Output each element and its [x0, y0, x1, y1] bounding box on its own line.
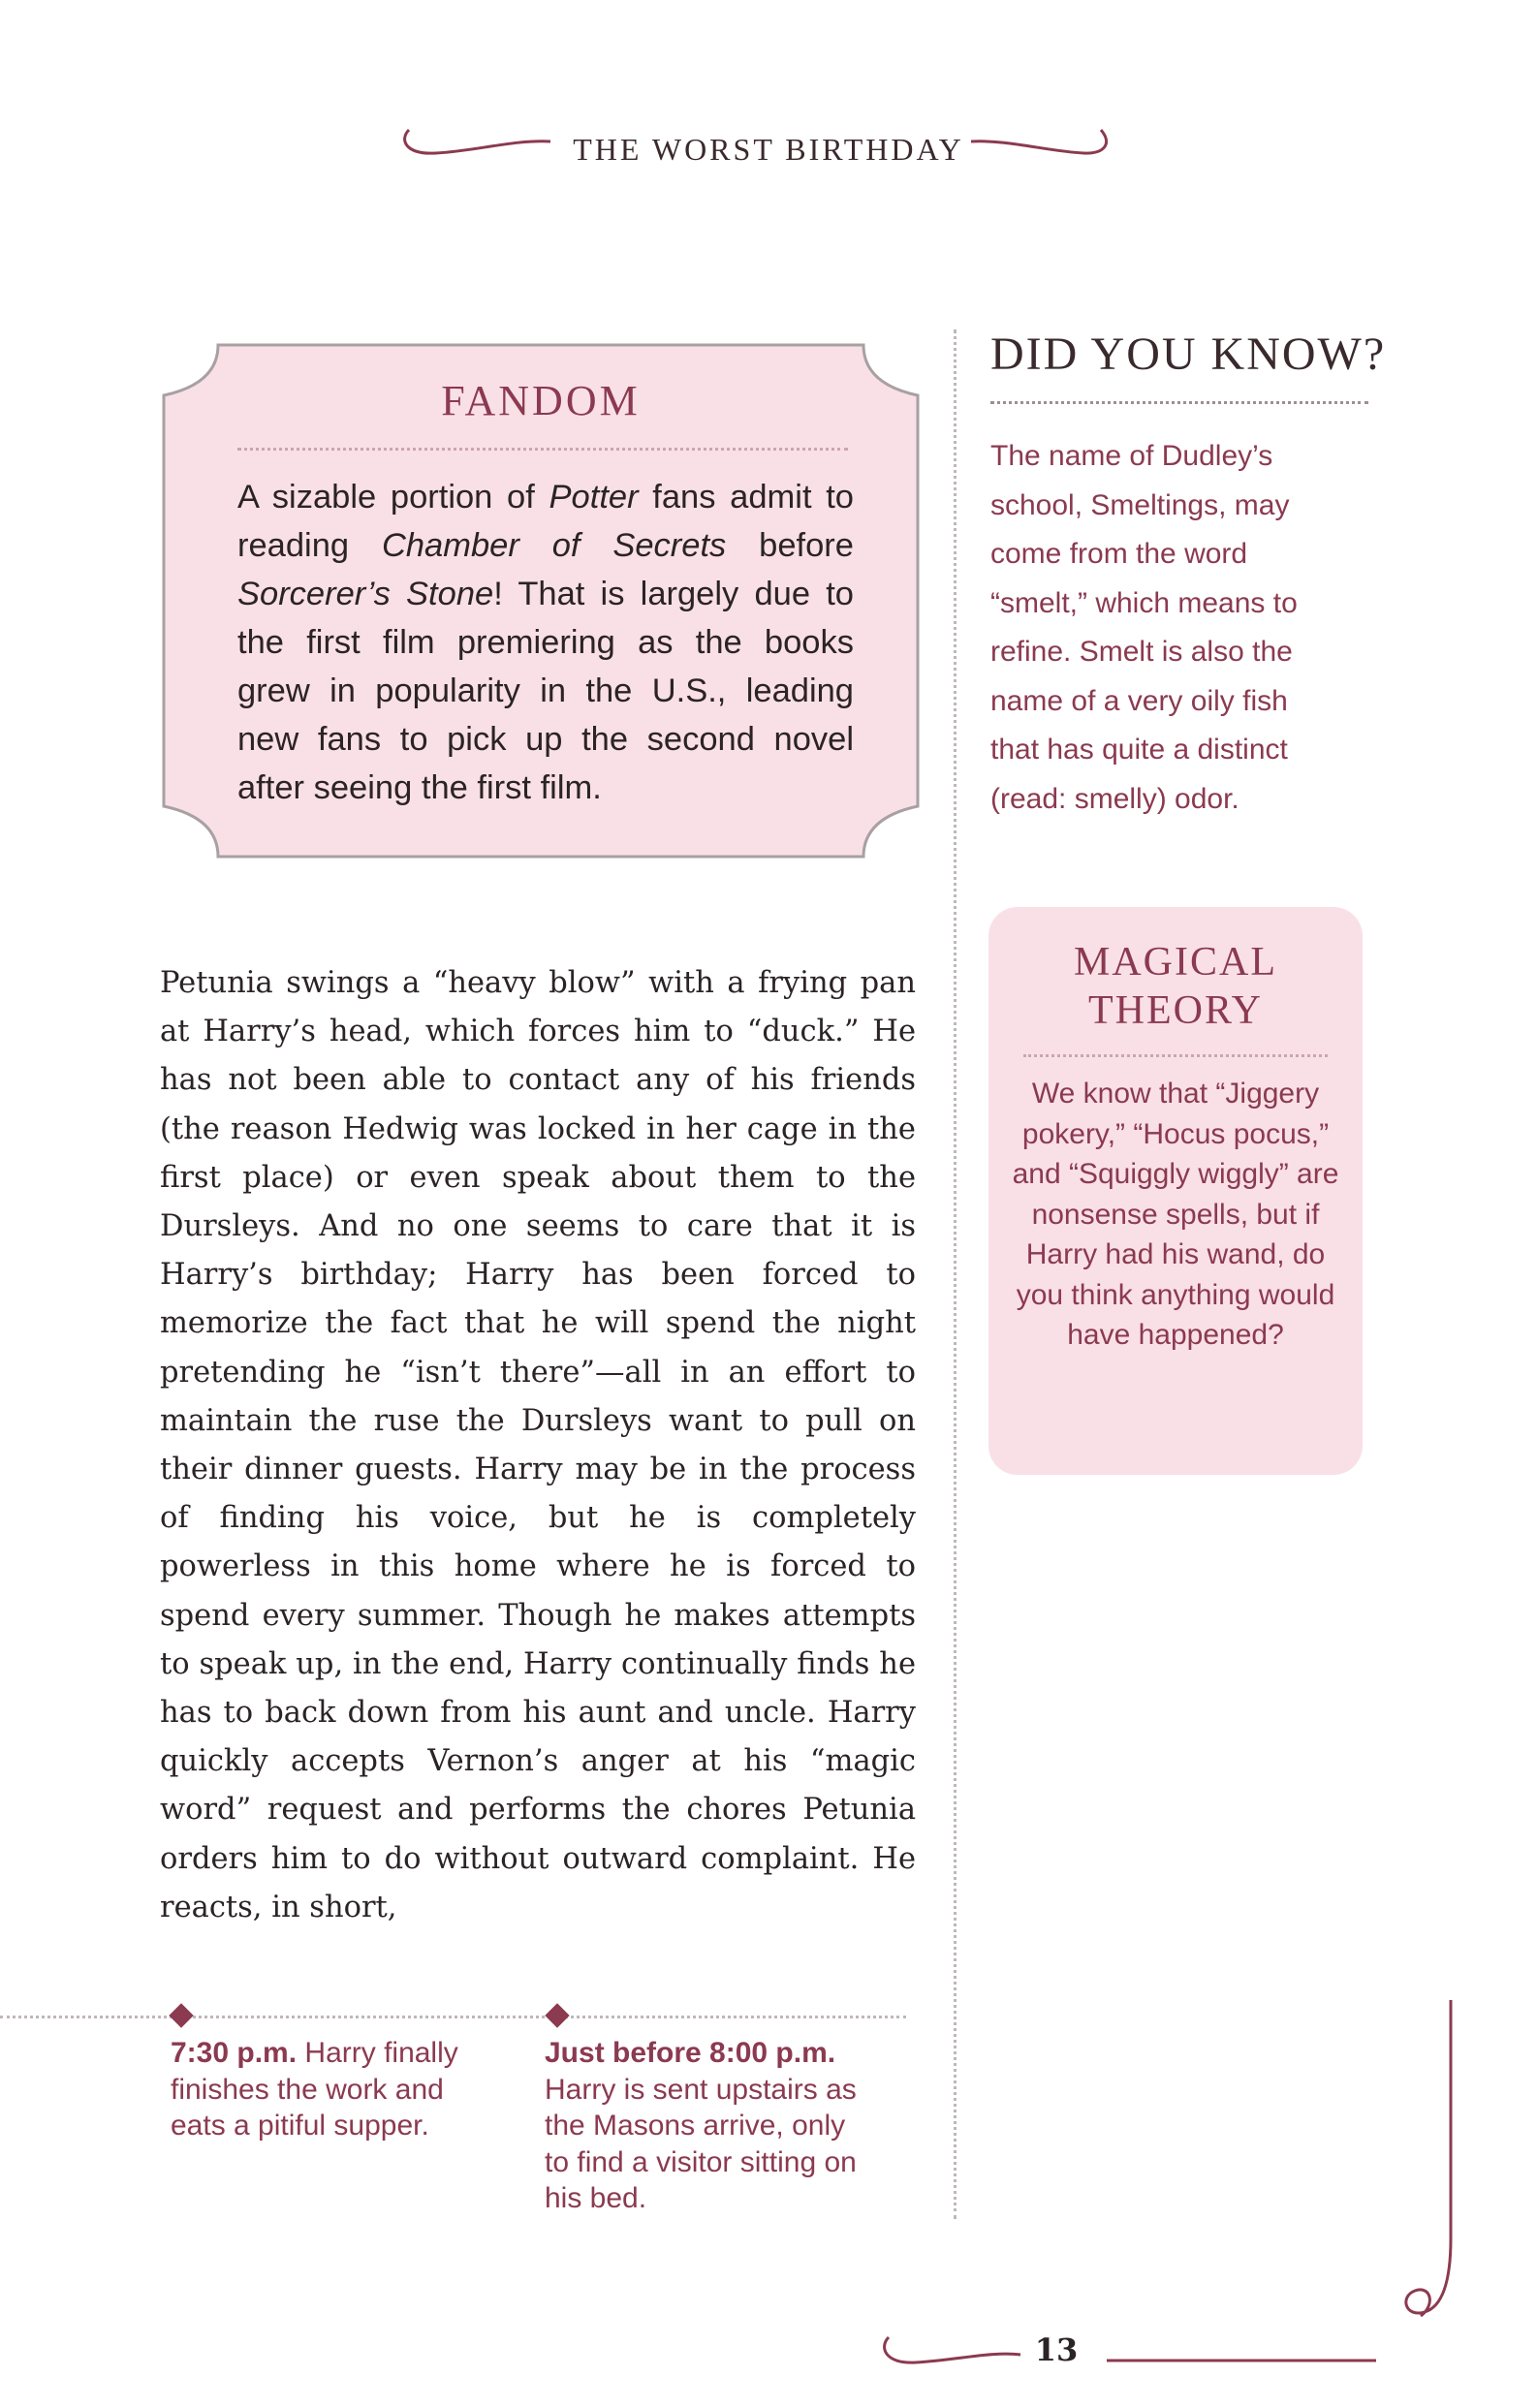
timeline-entry: Just before 8:00 p.m. Harry is sent upstairs as the Masons arrive, only to find a visitor sitting on his bed. — [545, 2037, 857, 2214]
magical-theory-divider — [1023, 1054, 1328, 1057]
did-you-know-text: The name of Dudley’s school, Smeltings, may come from the word “smelt,” which means to refine. Smelt is also the name of a very oily fish that has quite a distinct (read: smelly) odor. — [990, 440, 1298, 815]
footer-left-flourish — [877, 2326, 1022, 2374]
running-title: THE WORST BIRTHDAY — [573, 132, 964, 167]
timeline-line — [0, 2016, 906, 2018]
fandom-sidebar — [160, 339, 922, 862]
column-divider — [954, 329, 957, 2219]
did-you-know-divider — [990, 401, 1368, 404]
fandom-divider — [237, 448, 848, 451]
timeline-entry: 7:30 p.m. Harry finally finishes the work and eats a pitiful supper. — [171, 2037, 458, 2142]
timeline-marker — [545, 2003, 569, 2027]
magical-theory-text: We know that “Jiggery pokery,” “Hocus pocus,” and “Squiggly wiggly” are nonsense spells, but if Harry had his wand, do you think anything would have happened? — [1012, 1078, 1339, 1351]
body-paragraph: Petunia swings a “heavy blow” with a frying pan at Harry’s head, which forces him to “duck.” He has not been able to contact any of his friends (the reason Hedwig was locked in her cage in the first place) or even speak about them to the Dursleys. And no one seems to care that it is Harry’s birthday; Harry has been forced to memorize the fact that he will spend the night pretending he “isn’t there”—all in an effort to maintain the ruse the Dursleys want to pull on their dinner guests. Harry may be in the process of finding his voice, but he is completely powerless in this home where he is forced to spend every summer. Though he makes attempts to speak up, in the end, Harry continually finds he has to back down from his aunt and uncle. Harry quickly accepts Vernon’s anger at his “magic word” request and performs the chores Petunia orders him to do without outward complaint. He reacts, in short, — [160, 966, 916, 1924]
header-right-flourish — [969, 116, 1114, 165]
timeline-marker — [169, 2003, 193, 2027]
magical-theory-title: MAGICAL THEORY — [1074, 940, 1277, 1033]
page-number: 13 — [1034, 2331, 1079, 2368]
running-header — [0, 116, 1537, 174]
footer-right-flourish — [1105, 2326, 1396, 2374]
corner-ornament — [1376, 1996, 1454, 2326]
magical-theory-sidebar — [988, 907, 1363, 1475]
fandom-title: FANDOM — [441, 377, 641, 424]
did-you-know-title: DID YOU KNOW? — [990, 328, 1387, 380]
fandom-text: A sizable portion of Potter fans admit to reading Chamber of Secrets before Sorcerer’s Stone! That is largely due to the first film premiering as the books grew in popularity in the U.S., leading new fans to pick up the second novel after seeing the first film. — [237, 479, 854, 806]
